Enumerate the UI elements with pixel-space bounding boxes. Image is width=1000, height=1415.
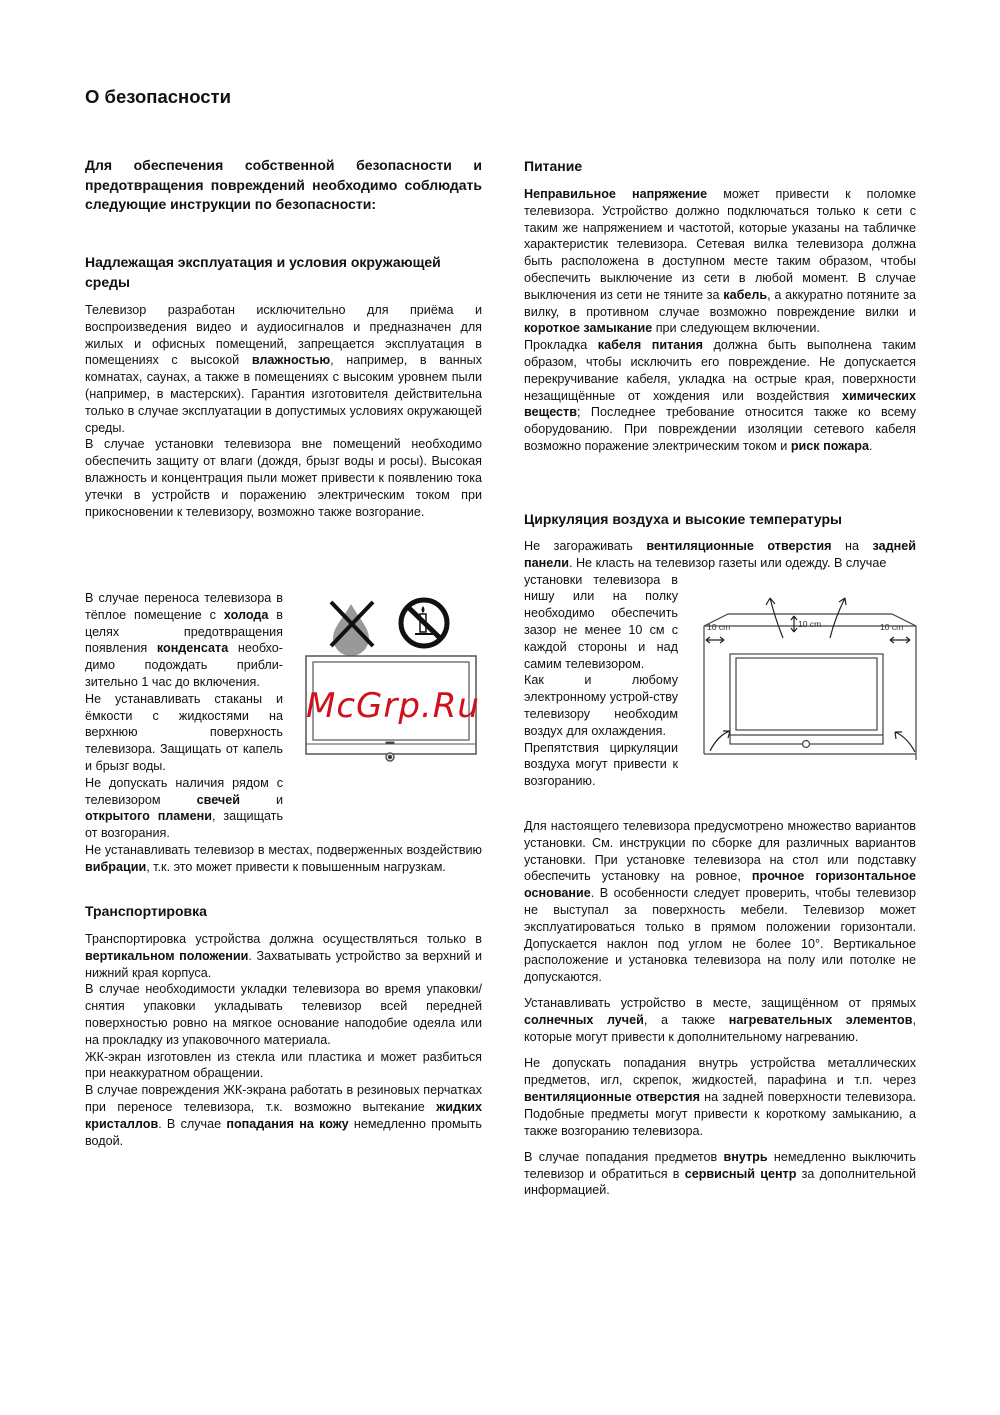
text-run: Для настоящего телевизора предусмотрено множество вариантов установки. См. инструкции по сборке для различных вариантов установки. При установке телевизора на стол или подставку обеспечить установку на ровное, <box>524 818 916 884</box>
section-heading-transport: Транспортировка <box>85 902 207 919</box>
paragraph <box>524 1055 916 1139</box>
text-run: , защищать от возгорания. <box>85 809 284 841</box>
text-run: необхо-димо подождать прибли-зительно 1 час до включения. <box>85 641 283 689</box>
ventilation-text <box>524 538 916 572</box>
paragraph <box>85 302 482 436</box>
bold-text-run: холода <box>223 607 269 622</box>
bold-text-run: риск пожара <box>790 438 870 453</box>
text-run: . Захватывать устройство за верхний и нижний края корпуса. <box>85 948 482 980</box>
text-run: немедленно промыть водой. <box>85 1116 482 1148</box>
clearance-text <box>524 572 678 790</box>
right-gap-label: 10 cm <box>880 622 904 632</box>
paragraph <box>85 1082 482 1149</box>
installation-text <box>524 818 916 1199</box>
intro-heading: Для обеспечения собственной безопасности и предотвращения повреждений необходимо соблюдать следующие инструкции по безопасности: <box>85 157 482 212</box>
text-run: Транспортировка устройства должна осуществляться только в <box>85 932 482 947</box>
paragraph <box>85 691 283 775</box>
section-heading-air: Циркуляция воздуха и высокие температуры <box>524 511 842 527</box>
text-run: Устанавливать устройство в месте, защищённом от прямых <box>524 996 916 1011</box>
paragraph <box>85 590 283 691</box>
section-heading-environment: Надлежащая эксплуатация и условия окружающей среды <box>85 254 441 290</box>
top-gap-label: 10 cm <box>798 619 822 629</box>
text-run: В случае попадания предметов <box>524 1149 724 1164</box>
ventilation-diagram <box>700 594 922 760</box>
paragraph <box>524 740 678 790</box>
text-run: на <box>831 539 873 553</box>
vibration-text <box>85 842 482 876</box>
bold-text-run: короткое замыкание <box>524 321 653 336</box>
bold-text-run: свечей <box>196 792 240 807</box>
bold-text-run: открытого пламени <box>85 809 212 824</box>
text-run: Не устанавливать стаканы и ёмкости с жидкостями на верхнюю поверхность телевизора. Защищать от капель и брызг воды. <box>85 691 283 773</box>
bold-text-run: вентиляционные отверстия <box>524 1089 700 1104</box>
page-title: О безопасности <box>85 86 231 107</box>
paragraph <box>85 931 482 981</box>
text-run: . В случае <box>158 1116 227 1131</box>
bold-text-run: влажностью <box>251 353 331 368</box>
bold-text-run: вертикальном положении <box>85 948 249 963</box>
text-run: на задней поверхности телевизора. Подобные предметы могут привести к короткому замыканию, а также возгоранию телевизора. <box>524 1089 916 1138</box>
safety-illustration <box>303 596 478 764</box>
text-run: установки телевизора в нишу или на полку необходимо обеспечить зазор не менее 10 см с каждой стороны и над самим телевизором. <box>524 572 678 671</box>
text-run: . Не класть на телевизор газеты или одежду. В случае <box>568 555 887 570</box>
paragraph <box>524 337 916 455</box>
text-run: в целях предотвращения появления <box>85 607 283 656</box>
bold-text-run: жидких кристаллов <box>85 1100 482 1131</box>
text-run: . <box>869 438 873 453</box>
paragraph <box>85 775 283 842</box>
bold-text-run: вибрации <box>85 859 147 874</box>
text-run: Телевизор разработан исключительно для приёма и воспроизведения видео и аудиосигналов и предназначен для жилых и офисных помещений, запрещается эксплуатация в помещениях с высокой <box>85 303 482 368</box>
text-run: и <box>239 792 283 807</box>
text-run: , которые могут привести к дополнительному нагреванию. <box>524 1013 916 1045</box>
text-run: за дополнительной информацией. <box>524 1166 916 1198</box>
paragraph <box>85 1049 482 1083</box>
condensation-text <box>85 590 283 842</box>
transport-text <box>85 931 482 1149</box>
bold-text-run: конденсата <box>156 641 229 656</box>
text-run: Не допускать наличия рядом с телевизором <box>85 775 283 807</box>
text-run: В случае повреждения ЖК-экрана работать в резиновых перчатках при переносе телевизора, т.к. возможно вытекание <box>85 1083 482 1115</box>
text-run: ЖК-экран изготовлен из стекла или пластика и может разбиться при неаккуратном обращении. <box>85 1049 482 1081</box>
bold-text-run: сервисный центр <box>684 1166 797 1181</box>
text-run: , т.к. это может привести к повышенным нагрузкам. <box>146 859 446 874</box>
no-water-icon <box>331 602 373 656</box>
watermark: McGrp.Ru <box>306 686 480 726</box>
text-run: немедленно выключить телевизор и обратиться в <box>524 1149 916 1181</box>
paragraph <box>524 818 916 986</box>
bold-text-run: попадания на кожу <box>226 1116 349 1131</box>
power-text <box>524 186 916 455</box>
text-run: ; Последнее требование относится также ко всему оборудованию. При повреждении изоляции сетевого кабеля возможно поражение электрическим током и <box>524 405 916 453</box>
text-run: . В особенности следует проверить, чтобы телевизор не выступал за поверхность мебели. Телевизор может эксплуатироваться только в прямом положении горизонтали. Допускается наклон под углом не более 10°. Вертикальное расположение и установка телевизора на полу или потолке не допускаются. <box>524 886 916 985</box>
text-run: Не допускать попадания внутрь устройства металлических предметов, игл, скрепок, жидкостей, парафина и т.п. через <box>524 1056 916 1088</box>
text-run: В случае установки телевизора вне помещений необходимо обеспечить защиту от влаги (дождя, брызг воды и росы). Высокая влажность и концентрация пыли может привести к появлению тока утечки в устройств и поражению электрическим током при прикосновении к телевизору, возможно также возгорание. <box>85 437 482 519</box>
text-run: должна быть выполнена таким образом, чтобы исключить его повреждение. Не допускается перекручивание кабеля, укладка на острые края, поверхности незащищённые от хождения или воздействия <box>524 338 916 403</box>
paragraph <box>524 995 916 1045</box>
paragraph <box>85 436 482 520</box>
bold-text-run: кабеля питания <box>597 338 703 353</box>
text-run: Как и любому электронному устрой-ству телевизору необходим воздух для охлаждения. <box>524 673 678 738</box>
text-run: , а также <box>643 1013 729 1028</box>
bold-text-run: внутрь <box>723 1149 768 1164</box>
section-heading-power: Питание <box>524 158 583 174</box>
text-run: при следующем включении. <box>652 321 820 336</box>
bold-text-run: задней панели <box>524 539 916 570</box>
bold-text-run: химических веществ <box>524 388 916 420</box>
text-run: может привести к поломке телевизора. Устройство должно подключаться только к сети с таким же напряжением и частотой, которые указаны на табличке характеристик телевизора. Сетевая вилка телевизора должна быть расположена в доступном месте таким образом, чтобы обеспечить выключение из сети в любой момент. В случае выключения из сети не тяните за <box>524 187 916 302</box>
bold-text-run: вентиляционные отверстия <box>646 539 832 553</box>
text-run: , например, в ванных комнатах, саунах, а также в помещениях с высоким уровнем пыли (например, в мастерских). Гарантия изготовителя действительна только в случае эксплуатации в допустимых условиях окружающей среды. <box>85 353 482 435</box>
no-candle-icon <box>401 600 447 646</box>
bold-text-run: кабель <box>723 287 768 302</box>
text-run: Препятствия циркуляции воздуха могут привести к возгоранию. <box>524 740 678 789</box>
bold-text-run: нагревательных элементов <box>728 1013 913 1028</box>
paragraph <box>524 538 916 572</box>
paragraph <box>524 572 678 673</box>
text-run: Прокладка <box>524 338 598 353</box>
paragraph <box>524 1149 916 1199</box>
bold-text-run: Неправильное напряжение <box>524 187 708 201</box>
text-run: Не устанавливать телевизор в местах, подверженных воздействию <box>85 842 482 857</box>
paragraph <box>85 842 482 876</box>
bold-text-run: солнечных лучей <box>524 1013 644 1028</box>
text-run: Не загораживать <box>524 539 647 553</box>
bold-text-run: прочное горизонтальное основание <box>524 869 916 901</box>
paragraph <box>524 186 916 337</box>
paragraph <box>85 981 482 1048</box>
text-run: , а аккуратно потяните за вилку, в противном случае возможно повреждение вилки и <box>524 287 917 319</box>
text-run: В случае необходимости укладки телевизора во время упаковки/снятия упаковки укладывать телевизор всей передней поверхностью ровно на мягкое основание наподобие одеяла или на прокладку из упаковочного материала. <box>85 982 482 1047</box>
text-run: В случае переноса телевизора в тёплое помещение с <box>85 591 283 622</box>
paragraph <box>524 672 678 739</box>
environment-text <box>85 302 482 520</box>
left-gap-label: 10 cm <box>707 622 731 632</box>
